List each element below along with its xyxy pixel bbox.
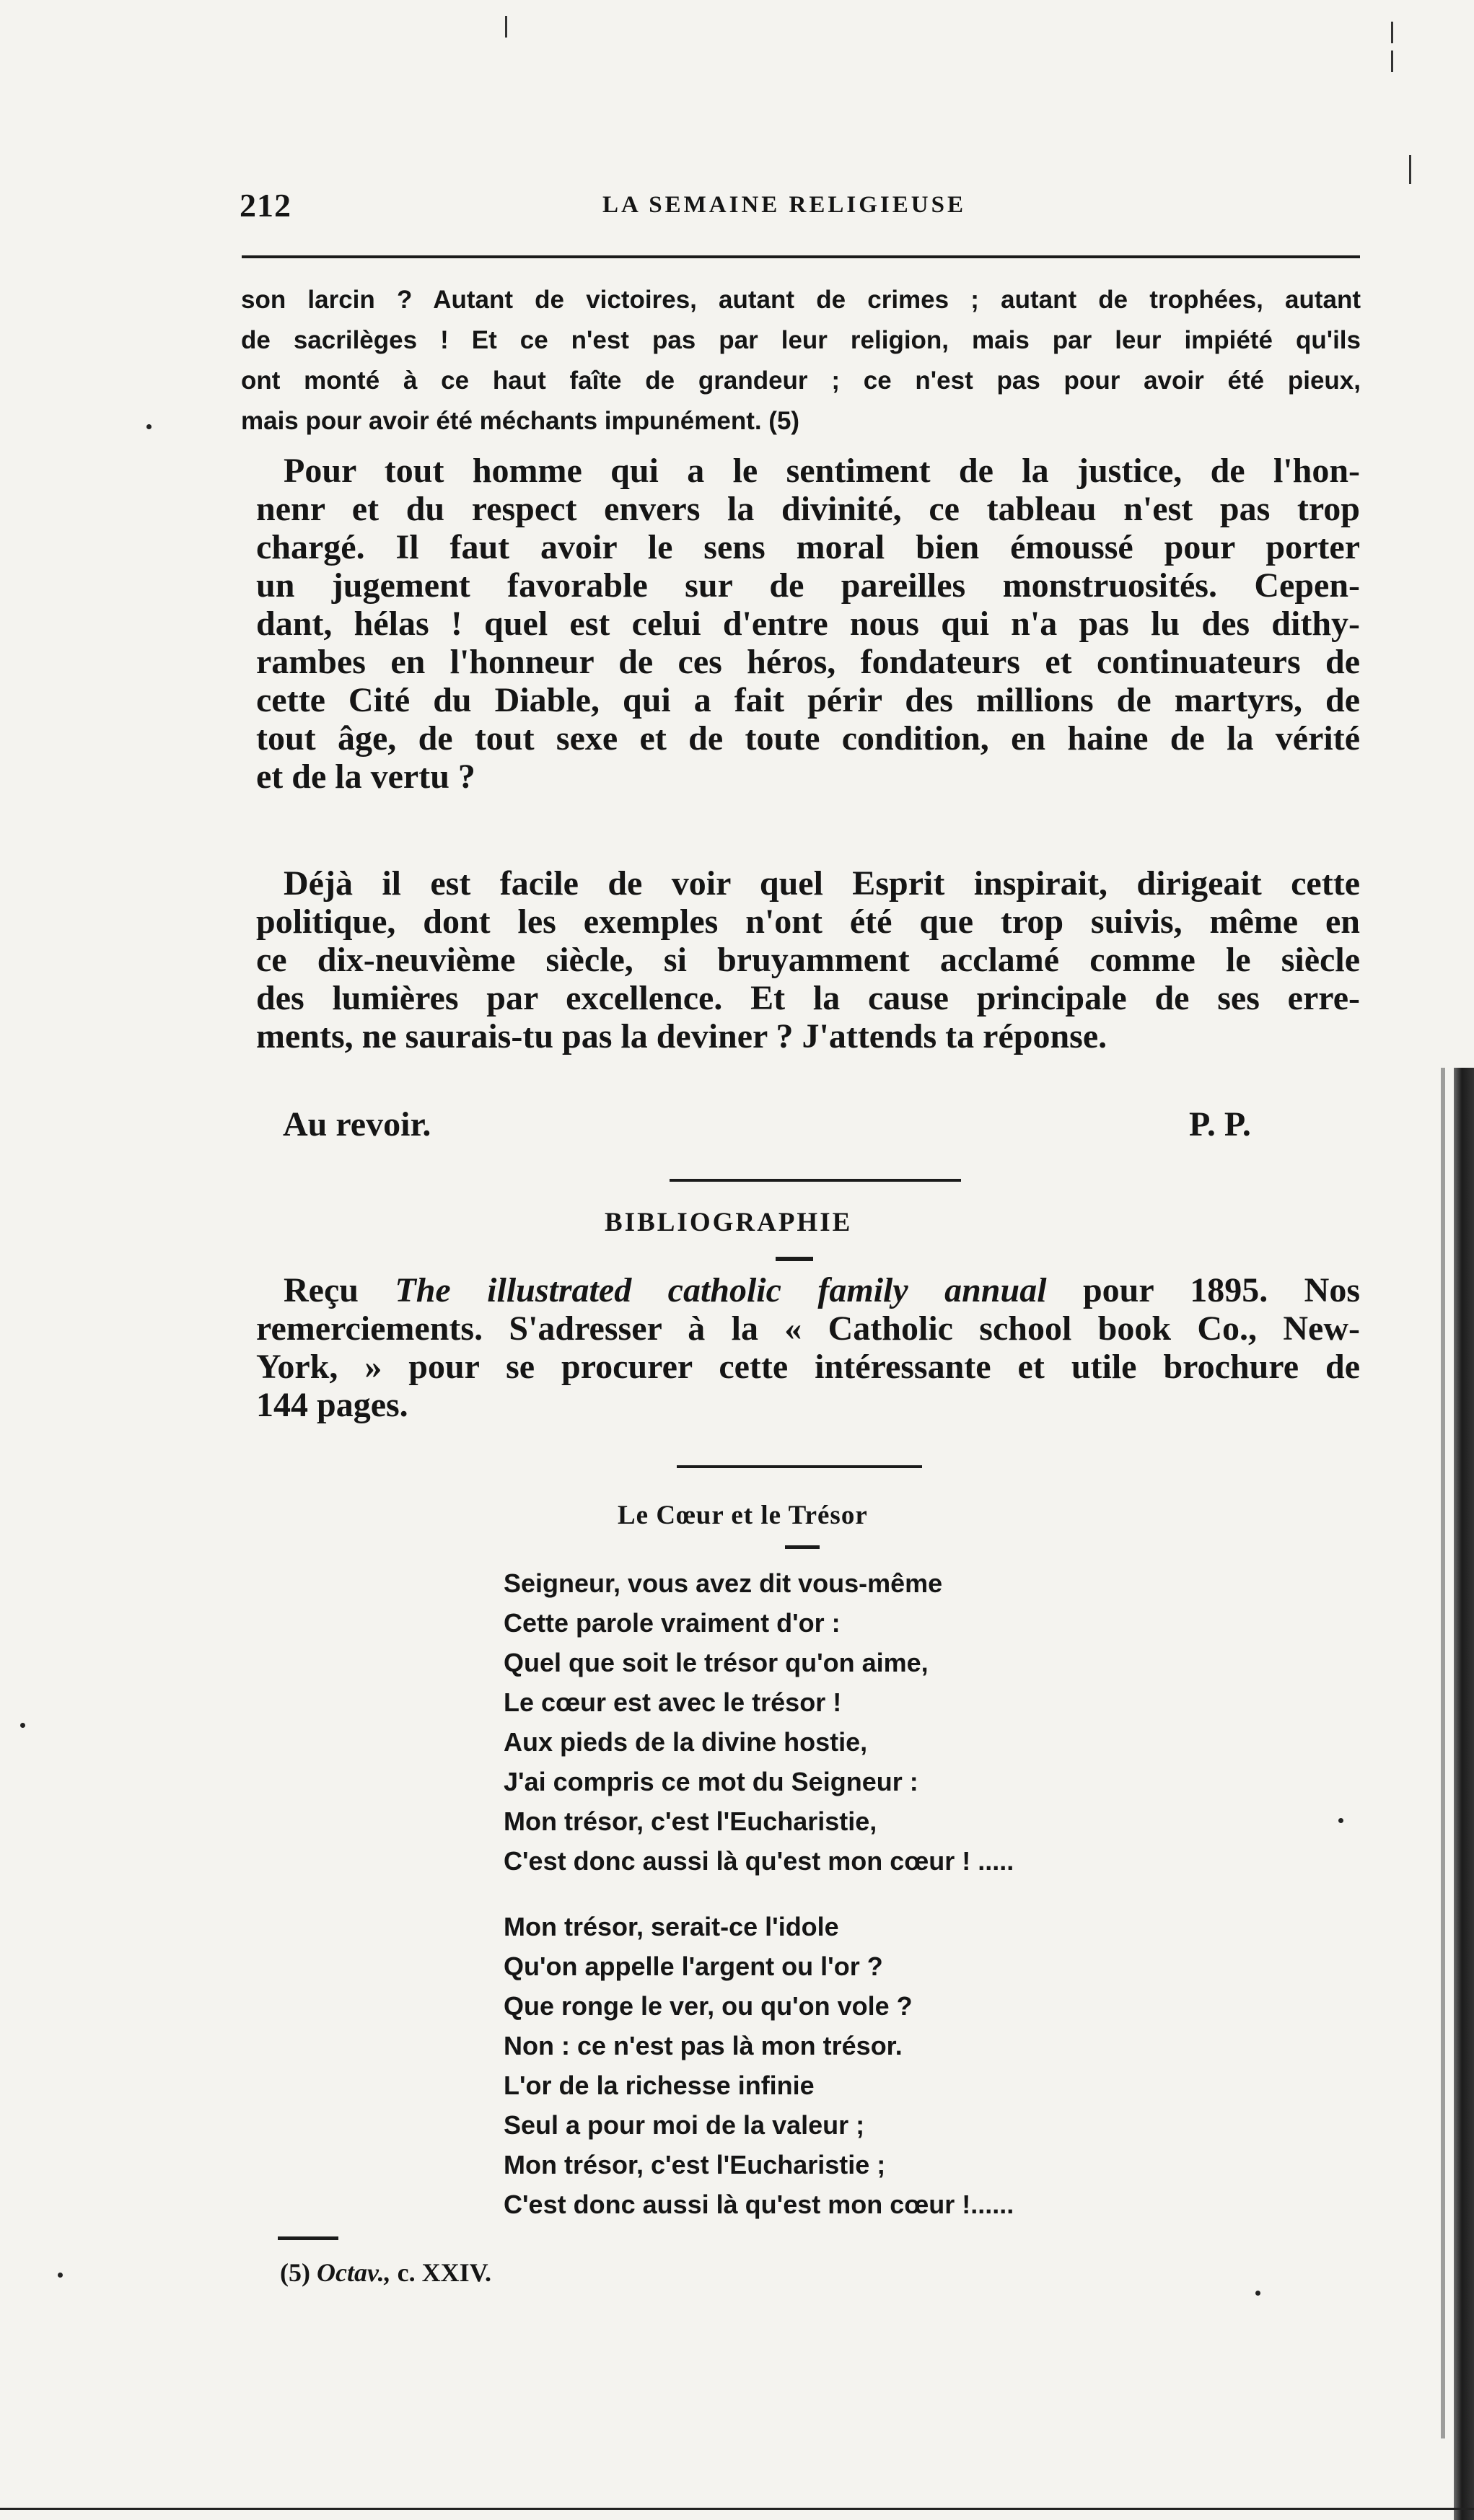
paragraph-2 bbox=[256, 864, 1360, 1055]
text-line: un jugement favorable sur de pareilles monstruosités. Cepen- bbox=[256, 566, 1360, 605]
text-line: Déjà il est facile de voir quel Esprit inspirait, dirigeait cette bbox=[284, 864, 1360, 903]
text-line: Pour tout homme qui a le sentiment de la justice, de l'hon- bbox=[284, 452, 1360, 490]
scan-speck bbox=[58, 2273, 63, 2278]
text-line: tout âge, de tout sexe et de toute condition, en haine de la vérité bbox=[256, 719, 1360, 758]
scan-edge-line bbox=[1441, 1068, 1445, 2438]
text-line: 144 pages. bbox=[256, 1386, 408, 1424]
paragraph-1 bbox=[256, 452, 1360, 796]
text-line: chargé. Il faut avoir le sens moral bien émoussé pour porter bbox=[256, 528, 1360, 566]
text-line: des lumières par excellence. Et la cause principale de ses erre- bbox=[256, 979, 1360, 1017]
poem-line: C'est donc aussi là qu'est mon cœur ! ..... bbox=[504, 1846, 1014, 1876]
text-line: nenr et du respect envers la divinité, ce tableau n'est pas trop bbox=[256, 490, 1360, 528]
poem-line: Qu'on appelle l'argent ou l'or ? bbox=[504, 1952, 883, 1981]
poem-line: Seigneur, vous avez dit vous-même bbox=[504, 1568, 943, 1598]
scan-speck bbox=[1409, 155, 1411, 184]
text-line: dant, hélas ! quel est celui d'entre nous qui n'a pas lu des dithy- bbox=[256, 605, 1360, 643]
scan-speck bbox=[1255, 2291, 1260, 2296]
poem-line: Seul a pour moi de la valeur ; bbox=[504, 2110, 865, 2140]
footnote bbox=[280, 2257, 491, 2288]
signoff: Au revoir. bbox=[283, 1105, 431, 1143]
footnote-number: (5) bbox=[280, 2258, 310, 2287]
text-line: ments, ne saurais-tu pas la deviner ? J'attends ta réponse. bbox=[256, 1017, 1107, 1055]
text-line: remerciements. S'adresser à la « Catholic school book Co., New- bbox=[256, 1309, 1360, 1348]
text-line: politique, dont les exemples n'ont été que trop suivis, même en bbox=[256, 903, 1360, 941]
scan-speck bbox=[146, 424, 152, 429]
poem-line: Mon trésor, c'est l'Eucharistie, bbox=[504, 1806, 877, 1836]
poem-title: Le Cœur et le Trésor bbox=[618, 1501, 868, 1530]
poem-line: Que ronge le ver, ou qu'on vole ? bbox=[504, 1991, 913, 2021]
poem-line: Quel que soit le trésor qu'on aime, bbox=[504, 1648, 929, 1677]
poem-line: Cette parole vraiment d'or : bbox=[504, 1608, 841, 1638]
header-rule bbox=[242, 255, 1360, 258]
text-line: de sacrilèges ! Et ce n'est pas par leur religion, mais par leur impiété qu'ils bbox=[241, 326, 1361, 354]
text-line: York, » pour se procurer cette intéressante et utile brochure de bbox=[256, 1348, 1360, 1386]
scan-edge-shadow bbox=[1454, 1068, 1474, 2520]
text-line: ce dix-neuvième siècle, si bruyamment acclamé comme le siècle bbox=[256, 941, 1360, 979]
text-line: mais pour avoir été méchants impunément. (5) bbox=[241, 407, 800, 435]
poem-line: Le cœur est avec le trésor ! bbox=[504, 1687, 842, 1717]
text-line: et de la vertu ? bbox=[256, 758, 475, 796]
text-line: ont monté à ce haut faîte de grandeur ; ce n'est pas pour avoir été pieux, bbox=[241, 366, 1361, 395]
bibliography-paragraph bbox=[256, 1271, 1360, 1424]
poem-line: J'ai compris ce mot du Seigneur : bbox=[504, 1767, 918, 1796]
scan-speck bbox=[1391, 51, 1393, 72]
text-line bbox=[256, 1271, 1360, 1309]
title-underline bbox=[776, 1257, 813, 1261]
scan-speck bbox=[505, 16, 507, 38]
poem-stanza-2 bbox=[504, 1907, 1014, 2224]
poem-line: Mon trésor, c'est l'Eucharistie ; bbox=[504, 2150, 886, 2179]
signature: P. P. bbox=[1189, 1105, 1251, 1143]
footnote-ref: c. XXIV. bbox=[397, 2258, 491, 2287]
title-underline bbox=[785, 1545, 820, 1549]
scan-speck bbox=[1391, 22, 1393, 43]
poem-stanza-1 bbox=[504, 1563, 1014, 1881]
scan-speck bbox=[1338, 1818, 1343, 1823]
footnote-rule bbox=[278, 2236, 338, 2240]
text-run: Reçu bbox=[284, 1271, 359, 1309]
running-head: LA SEMAINE RELIGIEUSE bbox=[602, 192, 966, 218]
scan-speck bbox=[20, 1723, 25, 1728]
section-divider bbox=[677, 1465, 922, 1468]
poem-line: Aux pieds de la divine hostie, bbox=[504, 1727, 868, 1757]
intro-paragraph bbox=[241, 280, 1361, 442]
poem-line: C'est donc aussi là qu'est mon cœur !...... bbox=[504, 2190, 1014, 2219]
page-number: 212 bbox=[240, 187, 291, 224]
text-line: son larcin ? Autant de victoires, autant de crimes ; autant de trophées, autant bbox=[241, 286, 1361, 314]
scan-bottom-edge bbox=[0, 2508, 1474, 2510]
bibliography-title: BIBLIOGRAPHIE bbox=[605, 1208, 853, 1237]
poem-line: L'or de la richesse infinie bbox=[504, 2071, 815, 2100]
section-divider bbox=[670, 1179, 961, 1182]
text-line: rambes en l'honneur de ces héros, fondateurs et continuateurs de bbox=[256, 643, 1360, 681]
poem-line: Mon trésor, serait-ce l'idole bbox=[504, 1912, 839, 1941]
book-title: The illustrated catholic family annual bbox=[395, 1271, 1047, 1309]
footnote-source: Octav., bbox=[316, 2258, 391, 2287]
text-run: pour 1895. Nos bbox=[1082, 1271, 1361, 1309]
text-line: cette Cité du Diable, qui a fait périr des millions de martyrs, de bbox=[256, 681, 1360, 719]
poem-line: Non : ce n'est pas là mon trésor. bbox=[504, 2031, 903, 2060]
